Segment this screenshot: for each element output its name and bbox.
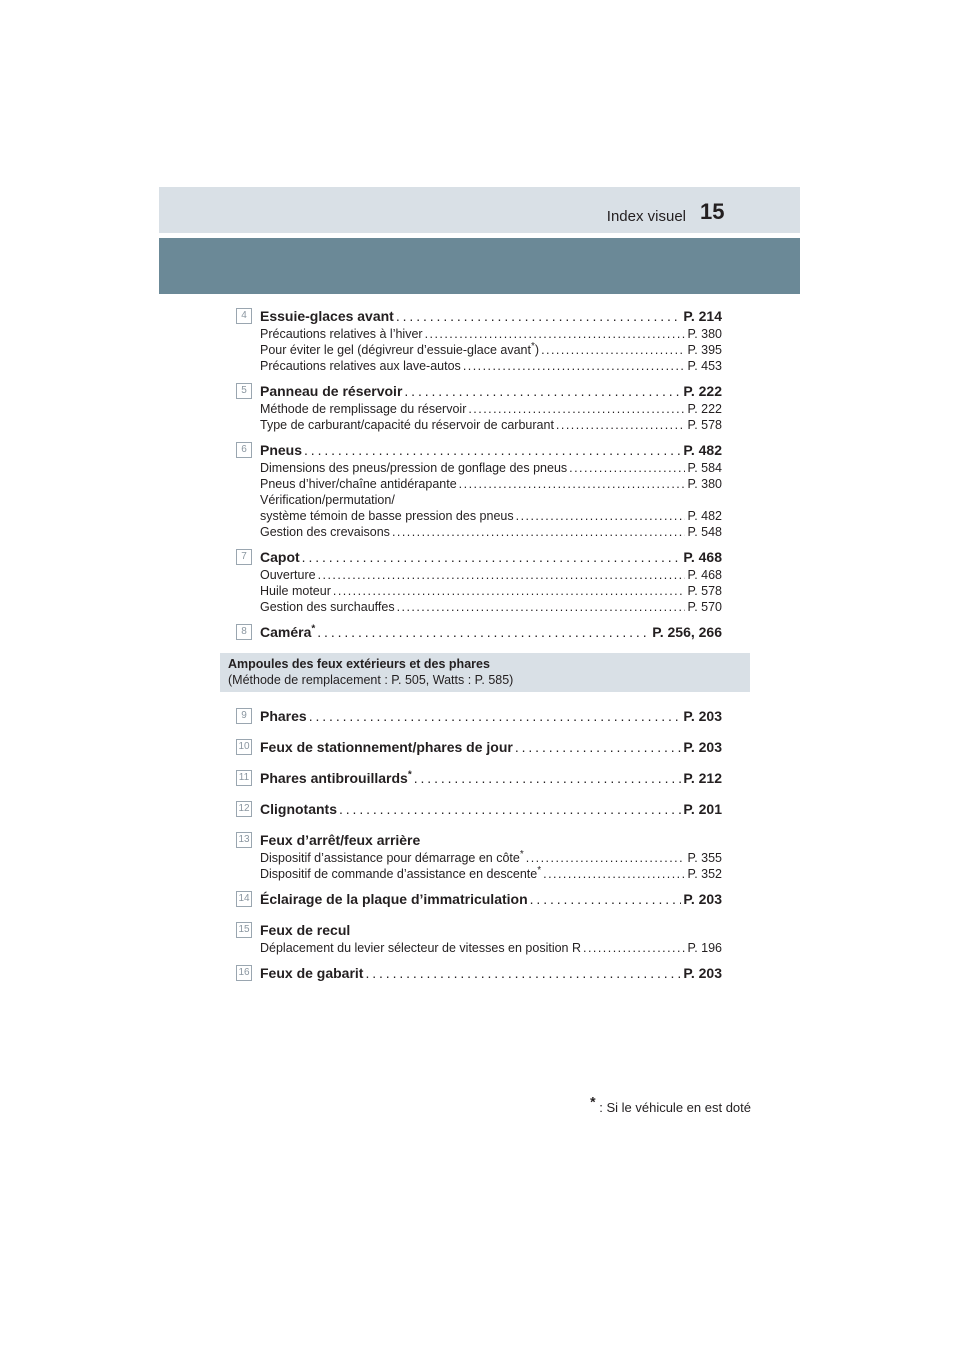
index-entry-row[interactable] [260,381,722,401]
section-title: Index visuel [606,208,686,225]
index-entry-row[interactable] [260,622,722,642]
sub-entry-row[interactable] [260,326,722,342]
leader-dots [569,460,685,476]
leader-dots [309,706,682,726]
index-entry-row[interactable] [260,889,722,909]
item-number-badge: 6 [236,442,252,458]
sub-entry-row[interactable] [260,567,722,583]
index-entry [236,799,722,819]
index-entry-label [260,963,363,983]
leader-dots [543,866,685,882]
sub-entry-label [260,850,524,866]
sub-entry-label [260,599,395,615]
sub-entry-label [260,417,554,433]
index-entry-page-ref[interactable]: P. 201 [683,801,722,817]
sub-entry-label [260,940,581,956]
optional-equipment-star: * [407,769,412,781]
item-number-badge: 7 [236,549,252,565]
index-entry-label-text: Caméra [260,624,312,640]
index-entry-label-text: Capot [260,549,300,565]
index-entry-label-text: Phares [260,708,307,724]
index-entry-label-text: Essuie-glaces avant [260,308,394,324]
sub-entry-page-ref[interactable]: P. 548 [687,525,722,539]
index-entry [236,963,722,983]
leader-dots [392,524,686,540]
optional-equipment-star: * [537,864,542,876]
sub-entry-label [260,460,567,476]
index-entry-row[interactable] [260,768,722,788]
sub-entry-label [260,342,539,358]
item-number-badge: 5 [236,383,252,399]
index-entry [236,306,722,374]
sub-entry-label [260,524,390,540]
index-entry-row[interactable] [260,963,722,983]
index-entry-page-ref[interactable]: P. 256, 266 [652,624,722,640]
index-entry-label [260,440,302,460]
sub-entry-page-ref[interactable]: P. 578 [687,584,722,598]
sub-entry-label-text: Méthode de remplissage du réservoir [260,402,467,416]
bulb-section-title: Ampoules des feux extérieurs et des phares [228,657,490,671]
item-number-badge: 12 [236,801,252,817]
sub-entry-label [260,401,466,417]
sub-entry-label-text: Type de carburant/capacité du réservoir de carburant [260,418,554,432]
sub-entry-label-text: Huile moteur [260,584,331,598]
index-entry-row[interactable] [260,737,722,757]
leader-dots [541,342,685,358]
sub-entry-label [260,567,316,583]
index-entry [236,737,722,757]
index-entry-label-text: Feux d’arrêt/feux arrière [260,832,421,848]
item-number-badge: 9 [236,708,252,724]
item-number-badge: 13 [236,832,252,848]
index-entry-row[interactable] [260,306,722,326]
sub-entry-label-text: Précautions relatives aux lave-autos [260,359,461,373]
index-entry-label [260,889,528,909]
leader-dots [459,476,686,492]
sub-entry-page-ref[interactable]: P. 578 [687,418,722,432]
index-entry-label-text: Phares antibrouillards [260,770,408,786]
index-entry-row[interactable] [260,440,722,460]
index-entry-page-ref[interactable]: P. 212 [683,770,722,786]
leader-dots [556,417,686,433]
sub-entry-label-text: Dimensions des pneus/pression de gonflage des pneus [260,461,568,475]
index-entry-label [260,920,350,940]
sub-entry-row[interactable] [260,460,722,476]
index-entry-label [260,799,337,819]
sub-entry-page-ref[interactable]: P. 355 [687,851,722,865]
sub-entry-label [260,508,514,524]
sub-entry-page-ref[interactable]: P. 380 [687,477,722,491]
index-entry-page-ref[interactable]: P. 482 [683,442,722,458]
index-entry [236,381,722,433]
index-entry-page-ref[interactable]: P. 203 [683,708,722,724]
leader-dots [318,567,686,583]
leader-dots [414,768,682,788]
sub-entry-row[interactable] [260,358,722,374]
page-number: 15 [700,199,725,224]
sub-entry-label [260,326,423,342]
index-entry-row[interactable] [260,706,722,726]
leader-dots [317,622,650,642]
index-entry-label-text: Feux de recul [260,922,351,938]
sub-entry-row[interactable] [260,583,722,599]
index-entry-row[interactable] [260,547,722,567]
index-entry [236,622,722,642]
index-list-lights [236,706,722,983]
leader-dots [583,940,685,956]
sub-entry-row[interactable] [260,850,722,866]
index-list-exterior [236,306,722,642]
bulb-section-subtitle: (Méthode de remplacement : P. 505, Watts : P. 585) [228,673,514,687]
index-entry-page-ref[interactable]: P. 222 [683,383,722,399]
sub-entry-label-suffix: ) [534,343,540,357]
index-entry-label-text: Feux de stationnement/phares de jour [260,739,513,755]
leader-dots [530,889,682,909]
index-entry-label [260,768,412,788]
leader-dots [397,599,686,615]
optional-equipment-star: * [311,623,316,635]
sub-entry-label-text: Pneus d’hiver/chaîne antidérapante [260,477,457,491]
leader-dots [463,358,686,374]
index-entry-row[interactable] [260,920,722,940]
sub-entry-row[interactable] [260,342,722,358]
sub-entry-page-ref[interactable]: P. 222 [687,402,722,416]
sub-entry-label-text: Ouverture [260,568,316,582]
sub-entry-label-text: Pour éviter le gel (dégivreur d’essuie-glace avant [260,343,531,357]
index-entry [236,889,722,909]
index-entry [236,768,722,788]
sub-entry-page-ref[interactable]: P. 453 [687,359,722,373]
sub-entry-page-ref[interactable]: P. 570 [687,600,722,614]
bulb-section-box [220,653,750,692]
sub-entry-label [260,866,541,882]
index-entry-label-text: Éclairage de la plaque d’immatriculation [260,891,528,907]
item-number-badge: 4 [236,308,252,324]
item-number-badge: 15 [236,922,252,938]
leader-dots [339,799,681,819]
sub-entry-page-ref[interactable]: P. 584 [687,461,722,475]
leader-dots [515,737,682,757]
footnote-text: : Si le véhicule en est doté [599,1100,751,1115]
index-entry-label [260,706,307,726]
item-number-badge: 16 [236,965,252,981]
sub-entry-page-ref[interactable]: P. 352 [687,867,722,881]
sub-entry-label-text: Gestion des crevaisons [260,525,390,539]
index-entry-page-ref[interactable]: P. 203 [683,891,722,907]
sub-entry-label-text: Gestion des surchauffes [260,600,395,614]
sub-entry-row[interactable] [260,401,722,417]
sub-entry-label-text: système témoin de basse pression des pneus [260,509,514,523]
index-entry [236,547,722,615]
footnote [0,1093,751,1115]
index-entry-label-text: Panneau de réservoir [260,383,403,399]
index-entry-label [260,622,315,642]
optional-equipment-star: * [530,340,535,352]
sub-entry-page-ref[interactable]: P. 196 [687,941,722,955]
index-entry [236,920,722,956]
sub-entry-label-text: Précautions relatives à l’hiver [260,327,423,341]
sub-entry-row[interactable] [260,508,722,524]
sub-entry-row[interactable] [260,476,722,492]
index-entry-label-text: Pneus [260,442,303,458]
sub-entry-row[interactable] [260,417,722,433]
footnote-star: * [590,1093,596,1110]
sub-entry-label-line: Vérification/permutation/ [260,493,395,507]
item-number-badge: 8 [236,624,252,640]
index-entry-label-text: Clignotants [260,801,337,817]
item-number-badge: 11 [236,770,252,786]
sub-entry-page-ref[interactable]: P. 380 [687,327,722,341]
leader-dots [365,963,681,983]
index-entry-label [260,381,402,401]
sub-entry-label-text: Dispositif de commande d’assistance en descente [260,867,538,881]
index-entry [236,440,722,540]
index-entry-page-ref[interactable]: P. 468 [683,549,722,565]
sub-entry-row[interactable] [260,524,722,540]
index-entry [236,706,722,726]
sub-entry-label [260,358,461,374]
leader-dots [333,583,686,599]
leader-dots [526,850,686,866]
index-entry-row[interactable] [260,830,722,850]
index-entry [236,830,722,882]
sub-entry-row[interactable] [260,940,722,956]
leader-dots [425,326,686,342]
sub-entry-row[interactable] [260,866,722,882]
leader-dots [404,381,681,401]
sub-entry-page-ref[interactable]: P. 482 [687,509,722,523]
optional-equipment-star: * [519,848,524,860]
item-number-badge: 10 [236,739,252,755]
item-number-badge: 14 [236,891,252,907]
index-entry-label-text: Feux de gabarit [260,965,364,981]
sub-entry-page-ref[interactable]: P. 468 [687,568,722,582]
sub-entry-row[interactable] [260,599,722,615]
sub-entry-label [260,583,331,599]
leader-dots [302,547,682,567]
sub-entry-label-text: Déplacement du levier sélecteur de vitesses en position R [260,941,582,955]
leader-dots [304,440,681,460]
index-entry-label [260,737,513,757]
header-color-bar [159,238,800,294]
index-entry-page-ref[interactable]: P. 203 [683,965,722,981]
index-content [228,306,722,994]
sub-entry-label-text: Dispositif d’assistance pour démarrage en côte [260,851,520,865]
sub-entry-label [260,476,457,492]
index-entry-row[interactable] [260,799,722,819]
index-entry-label [260,306,394,326]
leader-dots [468,401,685,417]
index-entry-label [260,547,300,567]
index-entry-label [260,830,420,850]
leader-dots [516,508,686,524]
index-entry-page-ref[interactable]: P. 214 [683,308,722,324]
sub-entry-page-ref[interactable]: P. 395 [687,343,722,357]
leader-dots [396,306,681,326]
index-entry-page-ref[interactable]: P. 203 [683,739,722,755]
